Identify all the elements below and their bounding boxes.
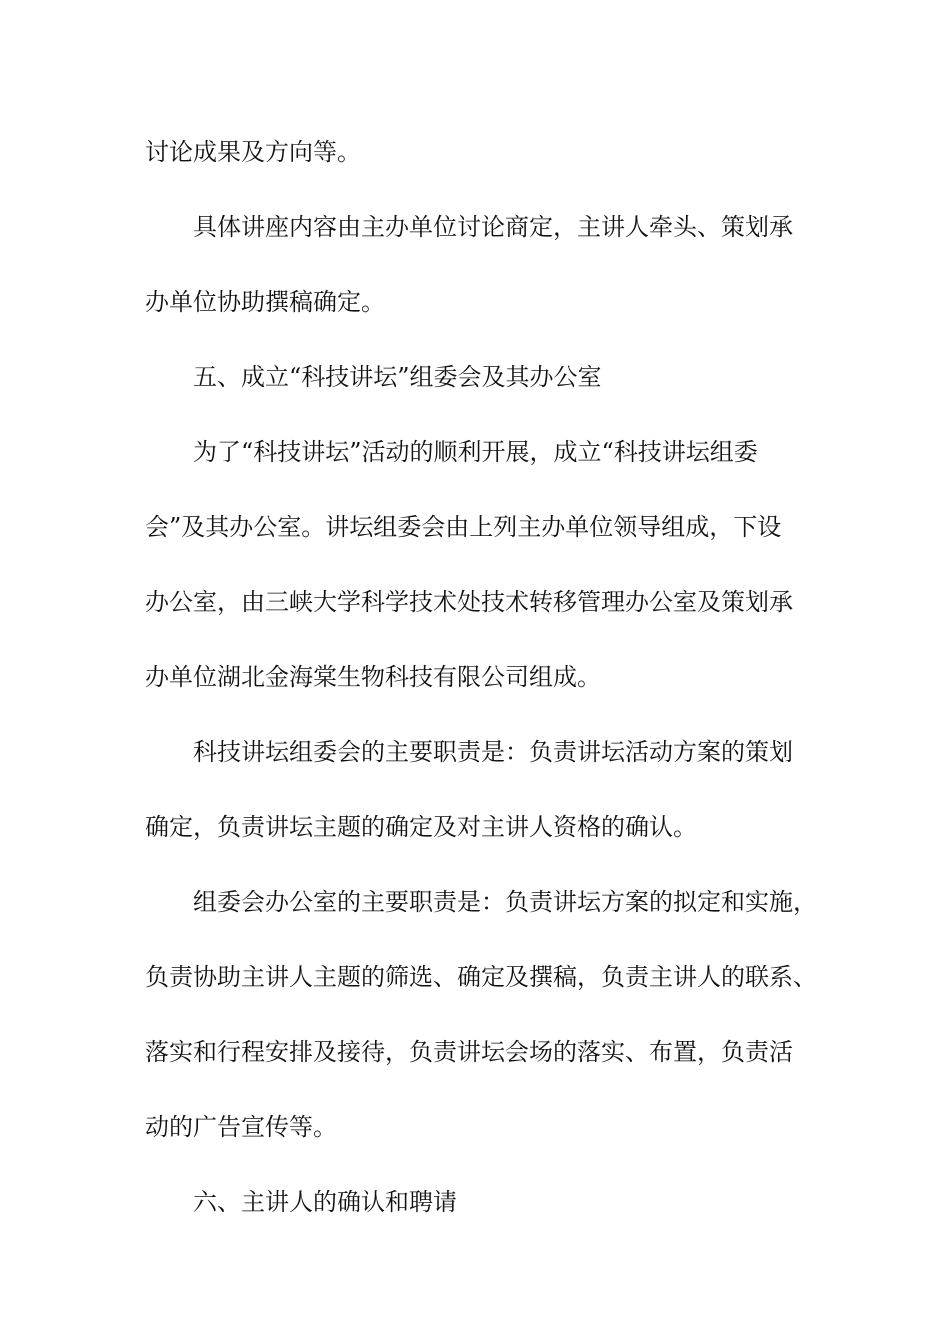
paragraph-line: 落实和行程安排及接待，负责讲坛会场的落实、布置，负责活 bbox=[145, 1038, 793, 1066]
section-heading: 六、主讲人的确认和聘请 bbox=[193, 1188, 457, 1216]
paragraph-line: 会”及其办公室。讲坛组委会由上列主办单位领导组成，下设 bbox=[145, 513, 782, 541]
paragraph-line: 办公室，由三峡大学科学技术处技术转移管理办公室及策划承 bbox=[145, 588, 793, 616]
paragraph-line: 办单位协助撰稿确定。 bbox=[145, 288, 385, 316]
paragraph-line: 办单位湖北金海棠生物科技有限公司组成。 bbox=[145, 663, 601, 691]
paragraph-line: 组委会办公室的主要职责是：负责讲坛方案的拟定和实施， bbox=[193, 888, 817, 916]
paragraph-line: 动的广告宣传等。 bbox=[145, 1113, 337, 1141]
paragraph-line: 具体讲座内容由主办单位讨论商定，主讲人牵头、策划承 bbox=[193, 213, 793, 241]
paragraph-line: 确定，负责讲坛主题的确定及对主讲人资格的确认。 bbox=[145, 813, 697, 841]
paragraph-line: 讨论成果及方向等。 bbox=[145, 138, 361, 166]
paragraph-line: 负责协助主讲人主题的筛选、确定及撰稿，负责主讲人的联系、 bbox=[145, 963, 817, 991]
section-heading: 五、成立“科技讲坛”组委会及其办公室 bbox=[193, 363, 602, 391]
paragraph-line: 为了“科技讲坛”活动的顺利开展，成立“科技讲坛组委 bbox=[193, 438, 758, 466]
paragraph-line: 科技讲坛组委会的主要职责是：负责讲坛活动方案的策划 bbox=[193, 738, 793, 766]
